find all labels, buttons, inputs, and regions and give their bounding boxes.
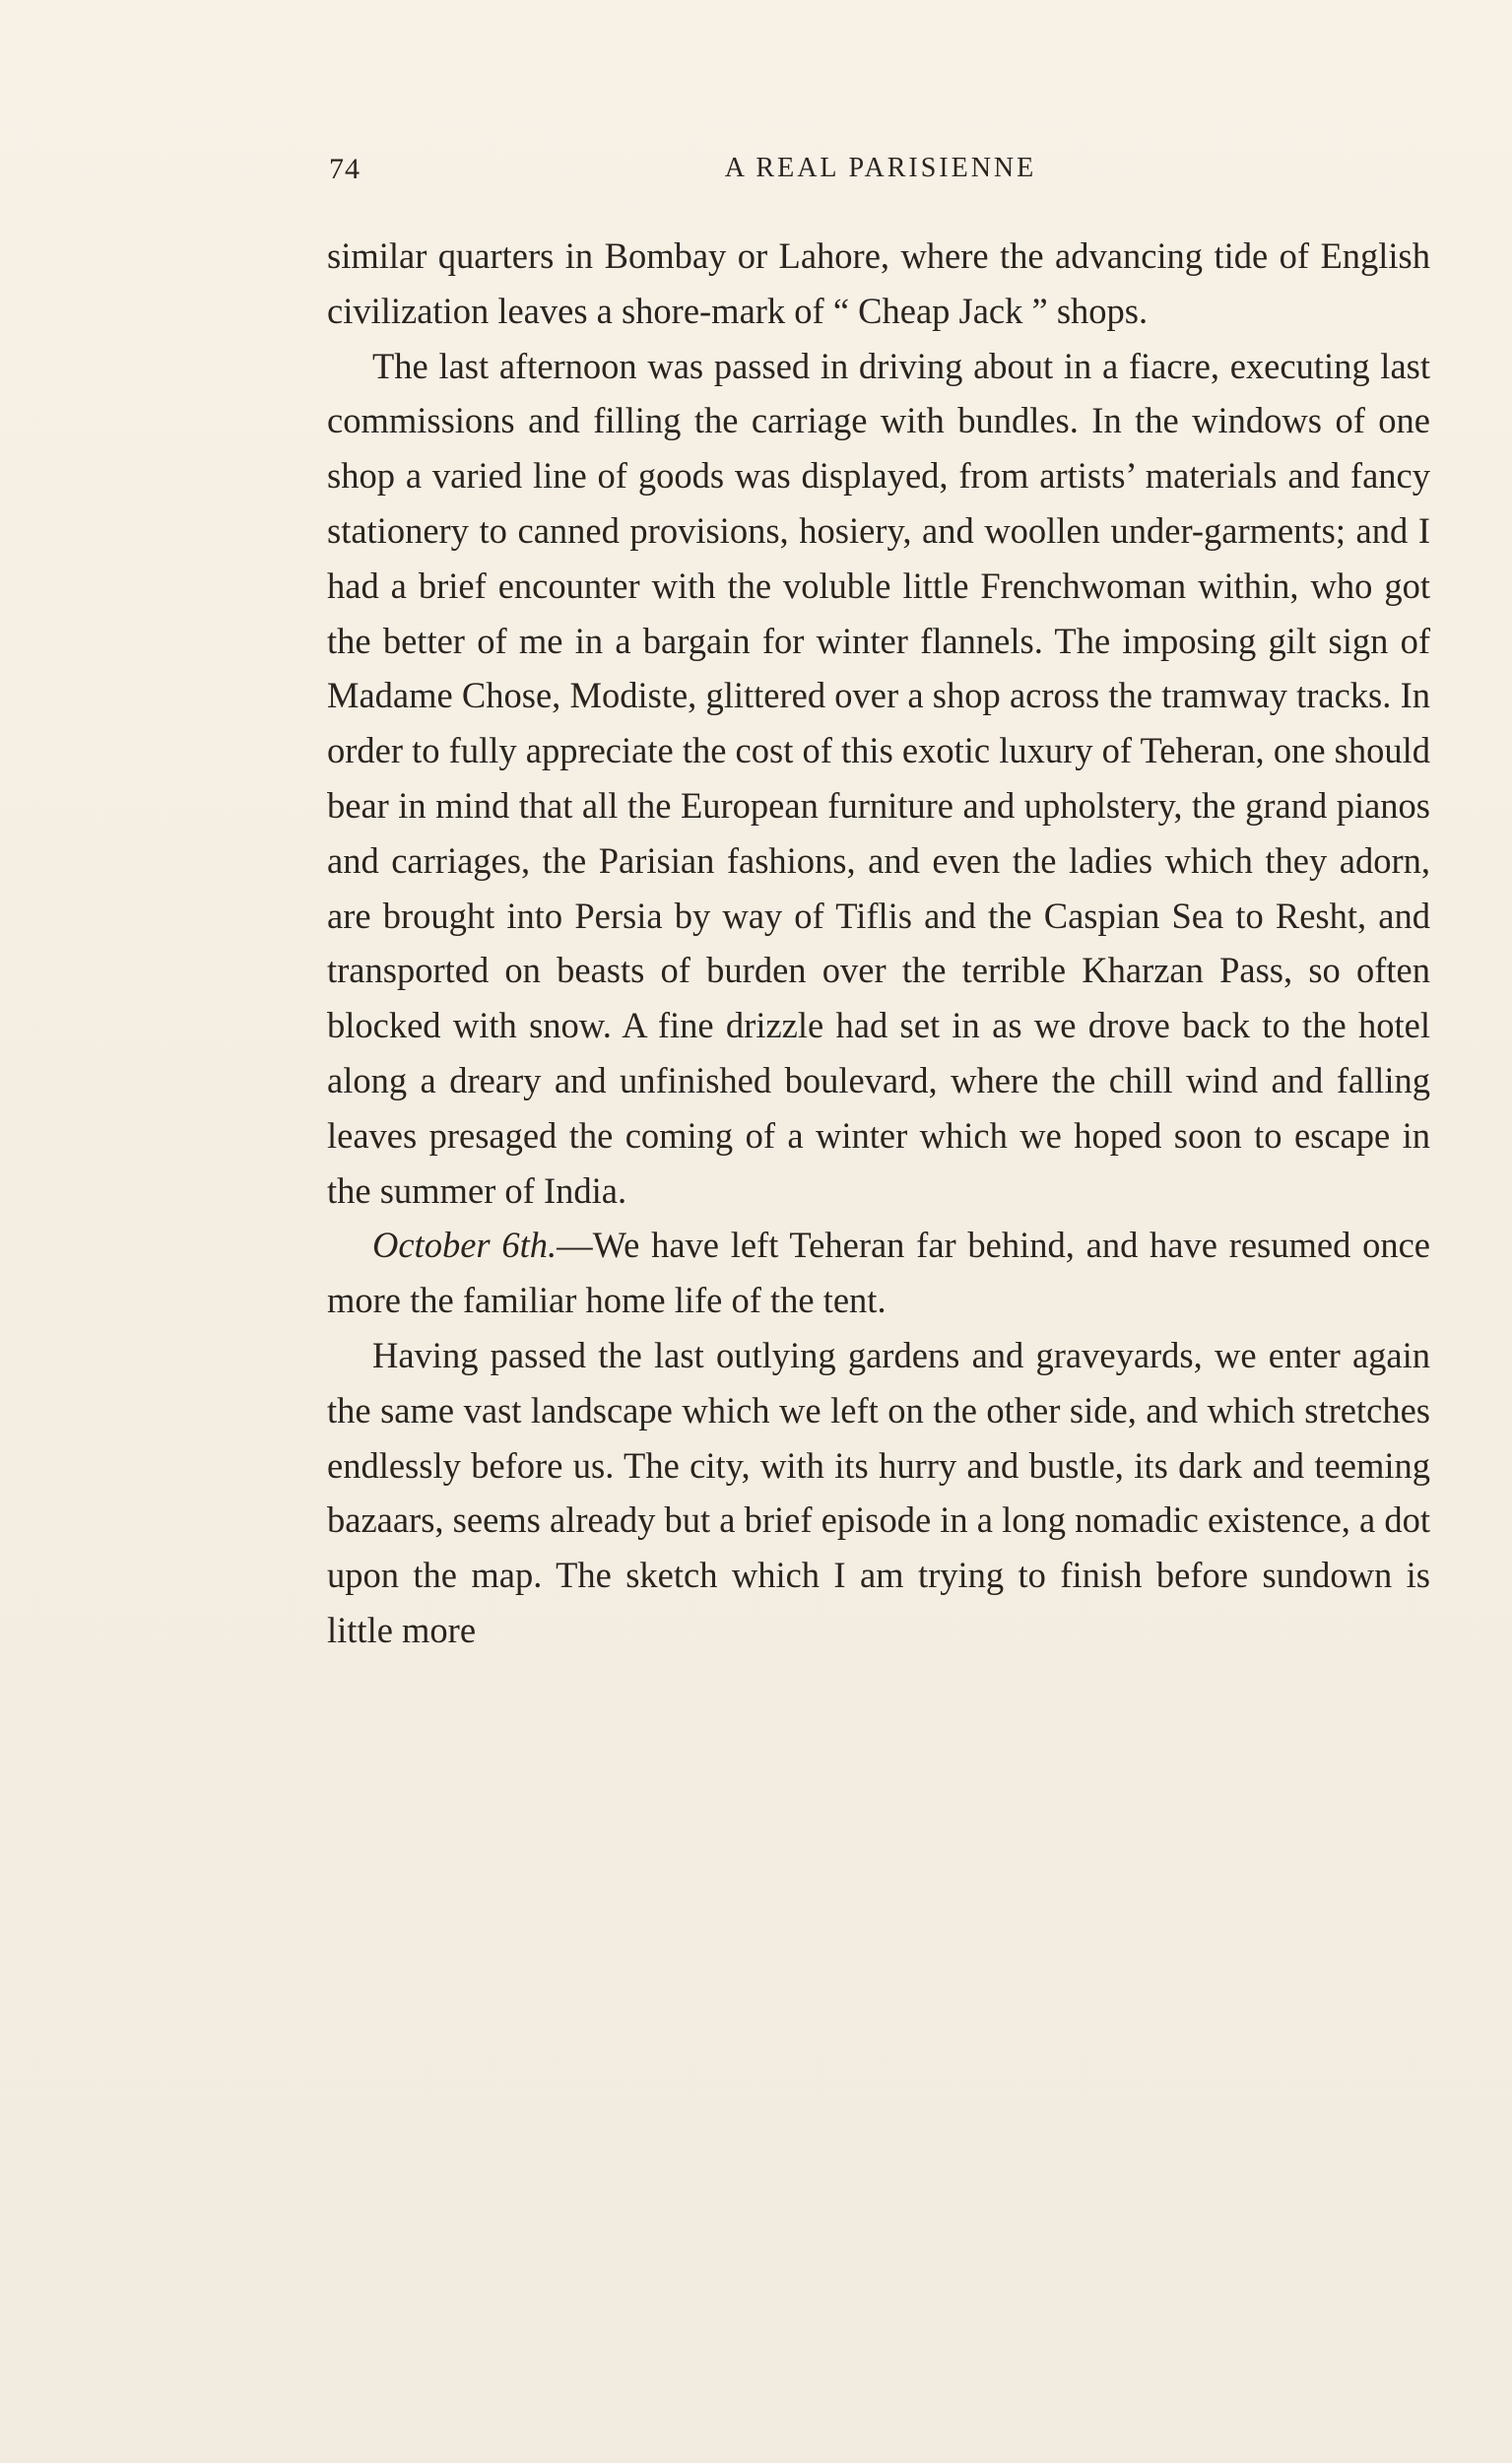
body-text: [327, 229, 1430, 1658]
paragraph-1: similar quarters in Bombay or Lahore, where the advancing tide of English civilization leaves a shore-mark of “ Cheap Jack ” shops.: [327, 235, 1430, 331]
page-header: [329, 153, 1432, 192]
running-title: A REAL PARISIENNE: [724, 153, 1037, 183]
page-number: 74: [329, 153, 361, 185]
dateline: October 6th.: [372, 1225, 558, 1266]
paragraph-3-text: —We have left Teheran far behind, and have resumed once more the familiar home life of the tent.: [327, 1225, 1430, 1321]
paragraph-4: Having passed the last outlying gardens and graveyards, we enter again the same vast landscape which we left on the other side, and which stretches endlessly before us. The city, with its hurry and bustle, its dark and teeming bazaars, seems already but a brief episode in a long nomadic existence, a dot upon the map. The sketch which I am trying to finish before sundown is little more: [327, 1334, 1430, 1650]
paragraph-2: The last afternoon was passed in driving about in a fiacre, executing last commissions and filling the carriage with bundles. In the windows of one shop a varied line of goods was displayed, from artists’ materials and fancy stationery to canned provisions, hosiery, and woollen under-garments; and I had a brief encounter with the voluble little Frenchwoman within, who got the better of me in a bargain for winter flannels. The imposing gilt sign of Madame Chose, Modiste, glittered over a shop across the tramway tracks. In order to fully appreciate the cost of this exotic luxury of Teheran, one should bear in mind that all the European furniture and upholstery, the grand pianos and carriages, the Parisian fashions, and even the ladies which they adorn, are brought into Persia by way of Tiflis and the Caspian Sea to Resht, and transported on beasts of burden over the terrible Kharzan Pass, so often blocked with snow. A fine drizzle had set in as we drove back to the hotel along a dreary and unfinished boulevard, where the chill wind and falling leaves presaged the coming of a winter which we hoped soon to escape in the summer of India.: [327, 345, 1430, 1211]
paragraph-3: [327, 1218, 1430, 1328]
